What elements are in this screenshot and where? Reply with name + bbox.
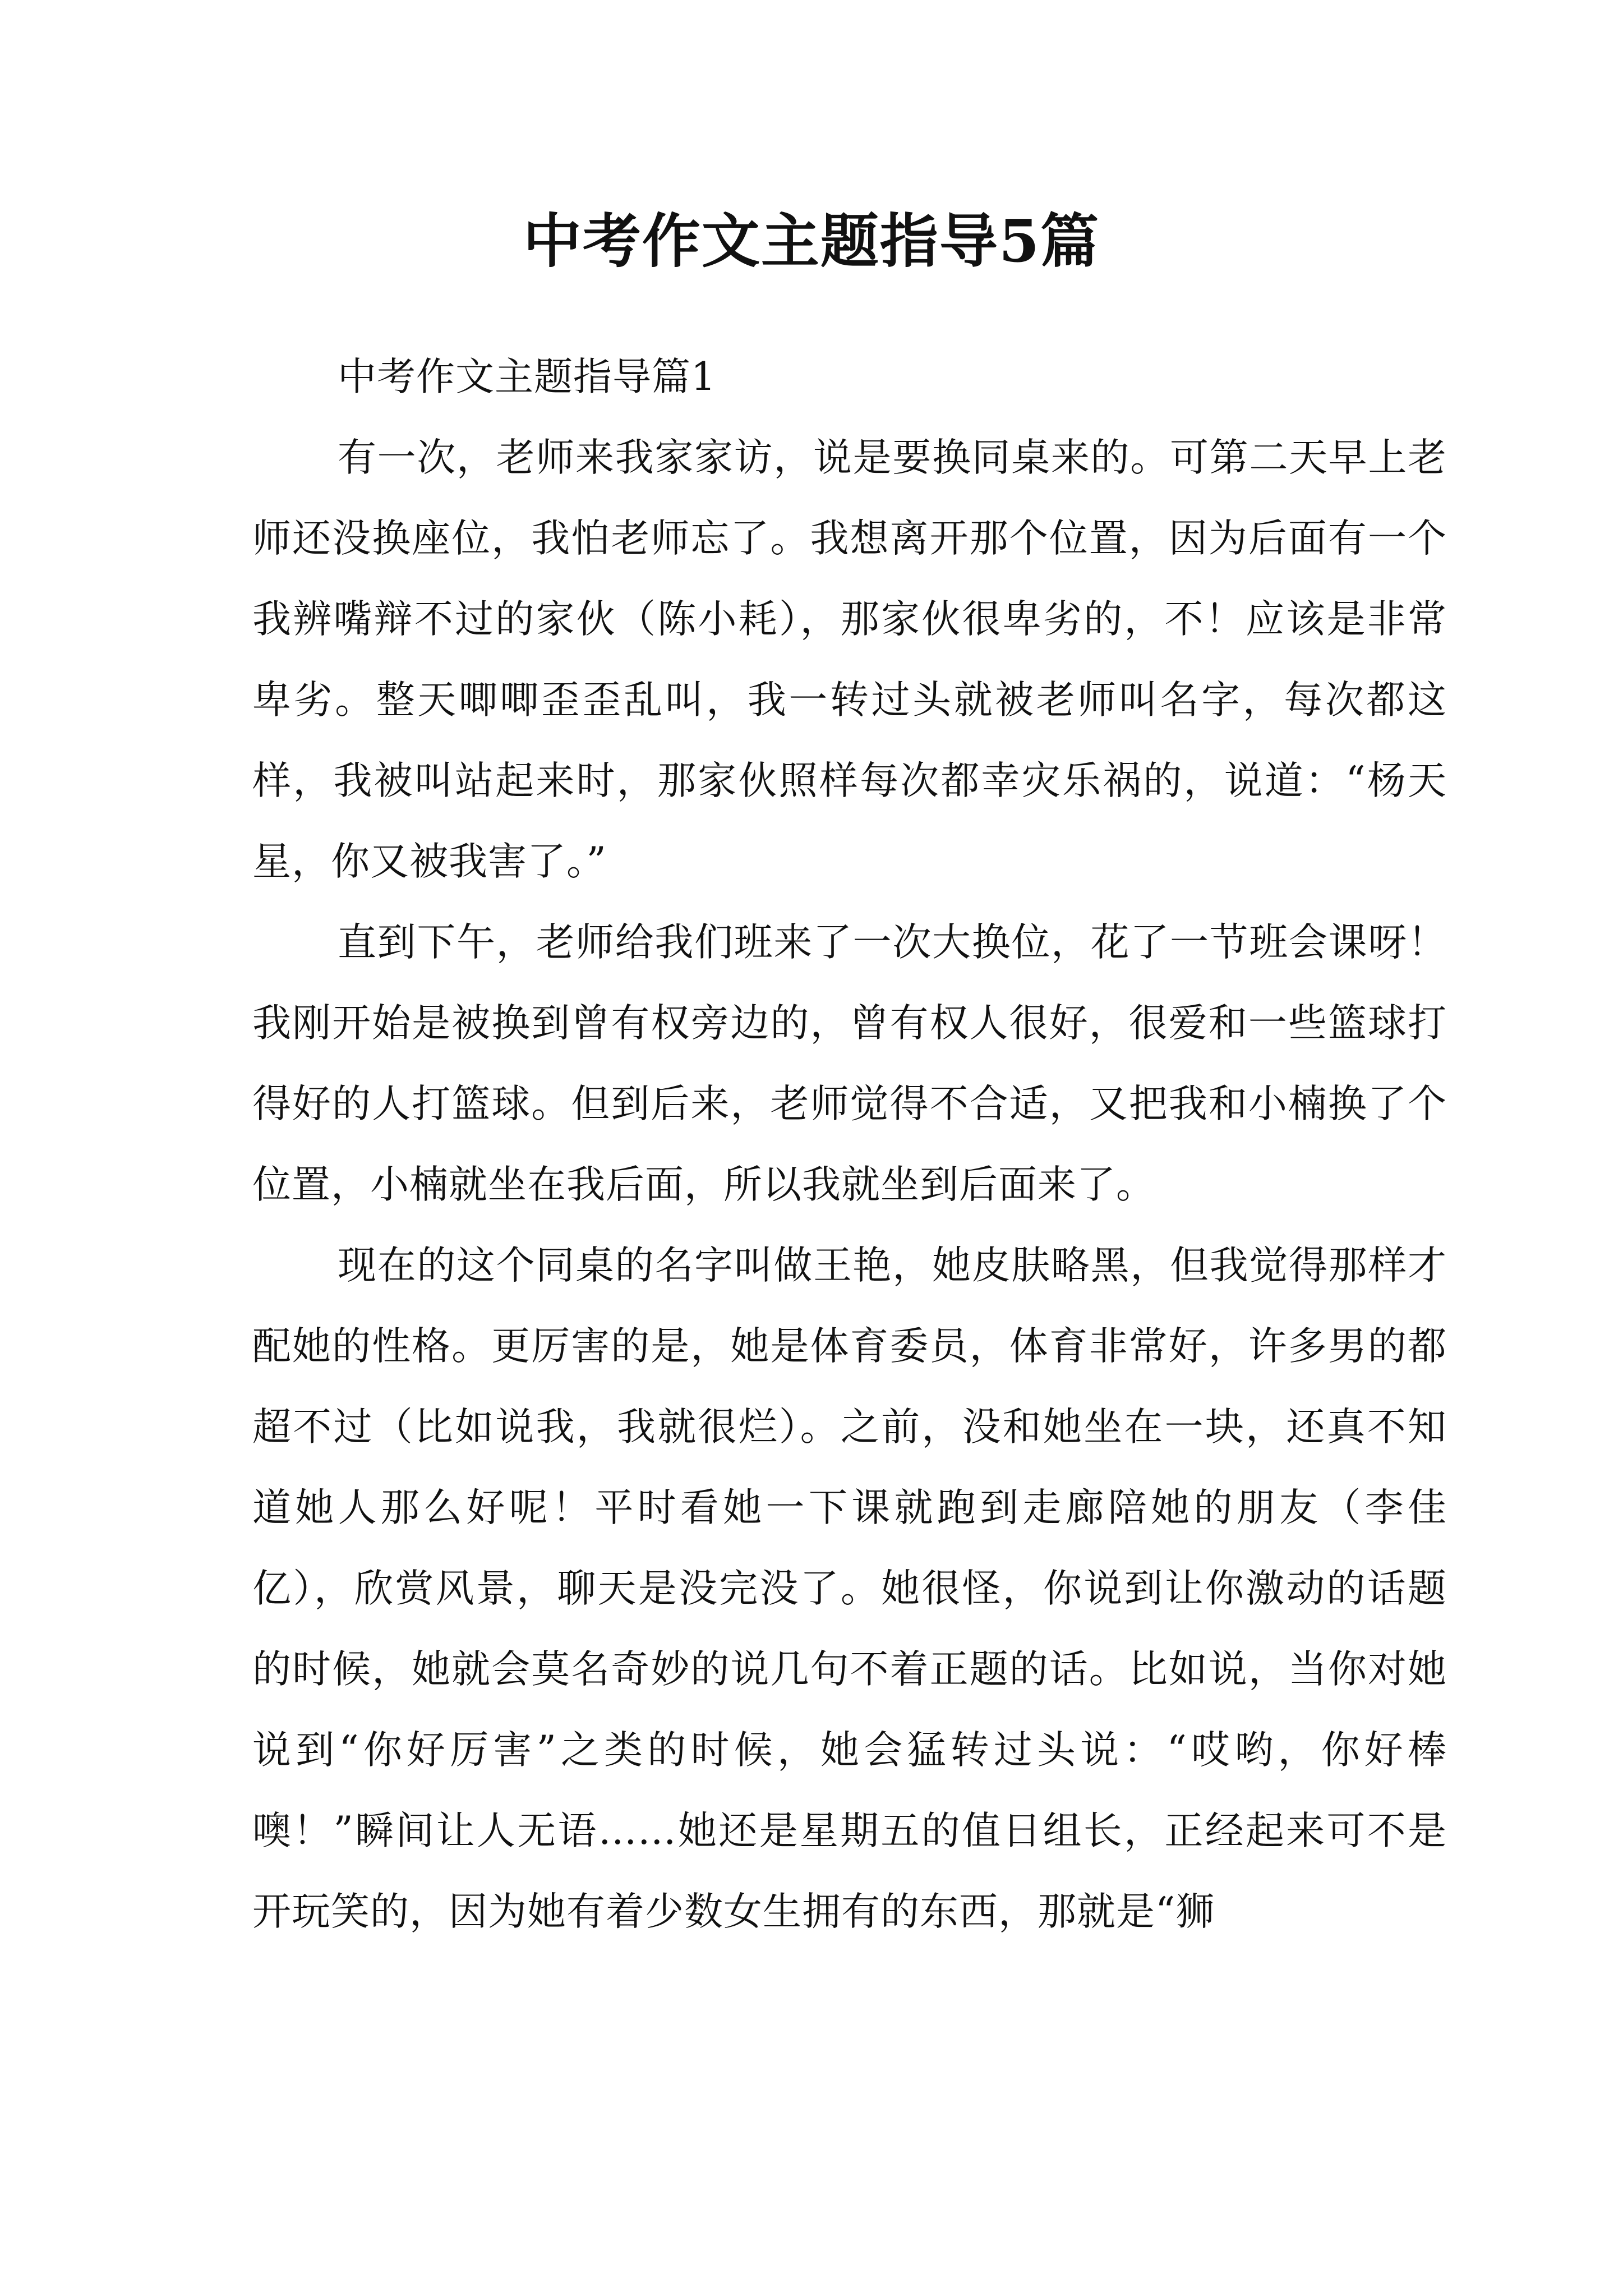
- paragraph-3: 现在的这个同桌的名字叫做王艳，她皮肤略黑，但我觉得那样才配她的性格。更厉害的是，她是体育委员，体育非常好，许多男的都超不过（比如说我，我就很烂）。之前，没和她坐在一块，还真不知道她人那么好呢！平时看她一下课就跑到走廊陪她的朋友（李佳亿），欣赏风景，聊天是没完没了。她很怪，你说到让你激动的话题的时候，她就会莫名奇妙的说几句不着正题的话。比如说，当你对她说到“你好厉害”之类的时候，她会猛转过头说：“哎哟，你好棒噢！”瞬间让人无语……她还是星期五的值日组长，正经起来可不是开玩笑的，因为她有着少数女生拥有的东西，那就是“狮: [252, 1243, 1447, 1934]
- section-heading: 中考作文主题指导篇1: [338, 355, 716, 399]
- paragraph-1: 有一次，老师来我家家访，说是要换同桌来的。可第二天早上老师还没换座位，我怕老师忘了。我想离开那个位置，因为后面有一个我辨嘴辩不过的家伙（陈小耗），那家伙很卑劣的，不！应该是非常卑劣。整天唧唧歪歪乱叫，我一转过头就被老师叫名字，每次都这样，我被叫站起来时，那家伙照样每次都幸灾乐祸的，说道：“杨天星，你又被我害了。”: [252, 435, 1447, 884]
- document-body: [252, 337, 1447, 1952]
- document-title: 中考作文主题指导5篇: [523, 206, 1100, 275]
- paragraph-2: 直到下午，老师给我们班来了一次大换位，花了一节班会课呀！我刚开始是被换到曾有权旁边的，曾有权人很好，很爱和一些篮球打得好的人打篮球。但到后来，老师觉得不合适，又把我和小楠换了个位置，小楠就坐在我后面，所以我就坐到后面来了。: [252, 920, 1447, 1207]
